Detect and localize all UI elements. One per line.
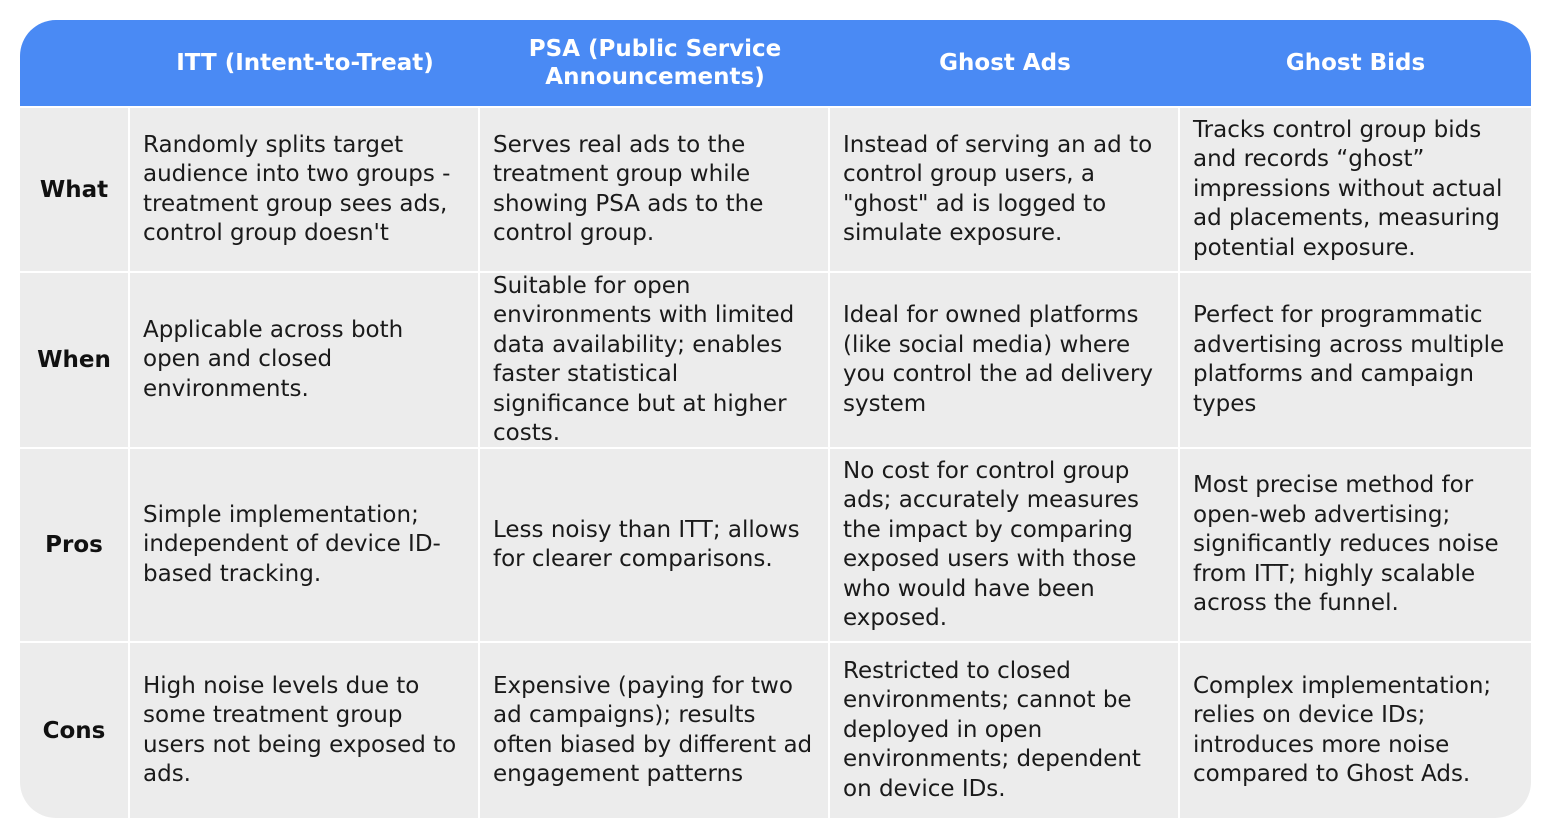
header-ghost-ads: Ghost Ads xyxy=(830,20,1180,106)
cell-cons-ghost-ads: Restricted to closed environments; cannot be deployed in open environments; dependent on device IDs. xyxy=(830,641,1180,818)
header-corner xyxy=(20,20,130,106)
row-label-when: When xyxy=(20,271,130,447)
header-psa: PSA (Public Service Announcements) xyxy=(480,20,830,106)
cell-when-ghost-ads: Ideal for owned platforms (like social media) where you control the ad delivery system xyxy=(830,271,1180,447)
header-ghost-bids: Ghost Bids xyxy=(1180,20,1531,106)
cell-cons-itt: High noise levels due to some treatment group users not being exposed to ads. xyxy=(130,641,480,818)
row-label-what: What xyxy=(20,106,130,271)
cell-pros-ghost-ads: No cost for control group ads; accurately measures the impact by comparing exposed users with those who would have been exposed. xyxy=(830,447,1180,641)
cell-what-psa: Serves real ads to the treatment group while showing PSA ads to the control group. xyxy=(480,106,830,271)
comparison-table xyxy=(20,20,1531,818)
cell-pros-itt: Simple implementation; independent of device ID-based tracking. xyxy=(130,447,480,641)
cell-what-ghost-ads: Instead of serving an ad to control group users, a "ghost" ad is logged to simulate exposure. xyxy=(830,106,1180,271)
header-itt: ITT (Intent-to-Treat) xyxy=(130,20,480,106)
cell-when-ghost-bids: Perfect for programmatic advertising across multiple platforms and campaign types xyxy=(1180,271,1531,447)
cell-cons-psa: Expensive (paying for two ad campaigns); results often biased by different ad engagement patterns xyxy=(480,641,830,818)
row-label-pros: Pros xyxy=(20,447,130,641)
cell-what-itt: Randomly splits target audience into two groups - treatment group sees ads, control group doesn't xyxy=(130,106,480,271)
cell-when-itt: Applicable across both open and closed environments. xyxy=(130,271,480,447)
cell-pros-psa: Less noisy than ITT; allows for clearer comparisons. xyxy=(480,447,830,641)
cell-when-psa: Suitable for open environments with limited data availability; enables faster statistical significance but at higher costs. xyxy=(480,271,830,447)
cell-pros-ghost-bids: Most precise method for open-web advertising; significantly reduces noise from ITT; highly scalable across the funnel. xyxy=(1180,447,1531,641)
cell-what-ghost-bids: Tracks control group bids and records “ghost” impressions without actual ad placements, measuring potential exposure. xyxy=(1180,106,1531,271)
row-label-cons: Cons xyxy=(20,641,130,818)
cell-cons-ghost-bids: Complex implementation; relies on device IDs; introduces more noise compared to Ghost Ads. xyxy=(1180,641,1531,818)
